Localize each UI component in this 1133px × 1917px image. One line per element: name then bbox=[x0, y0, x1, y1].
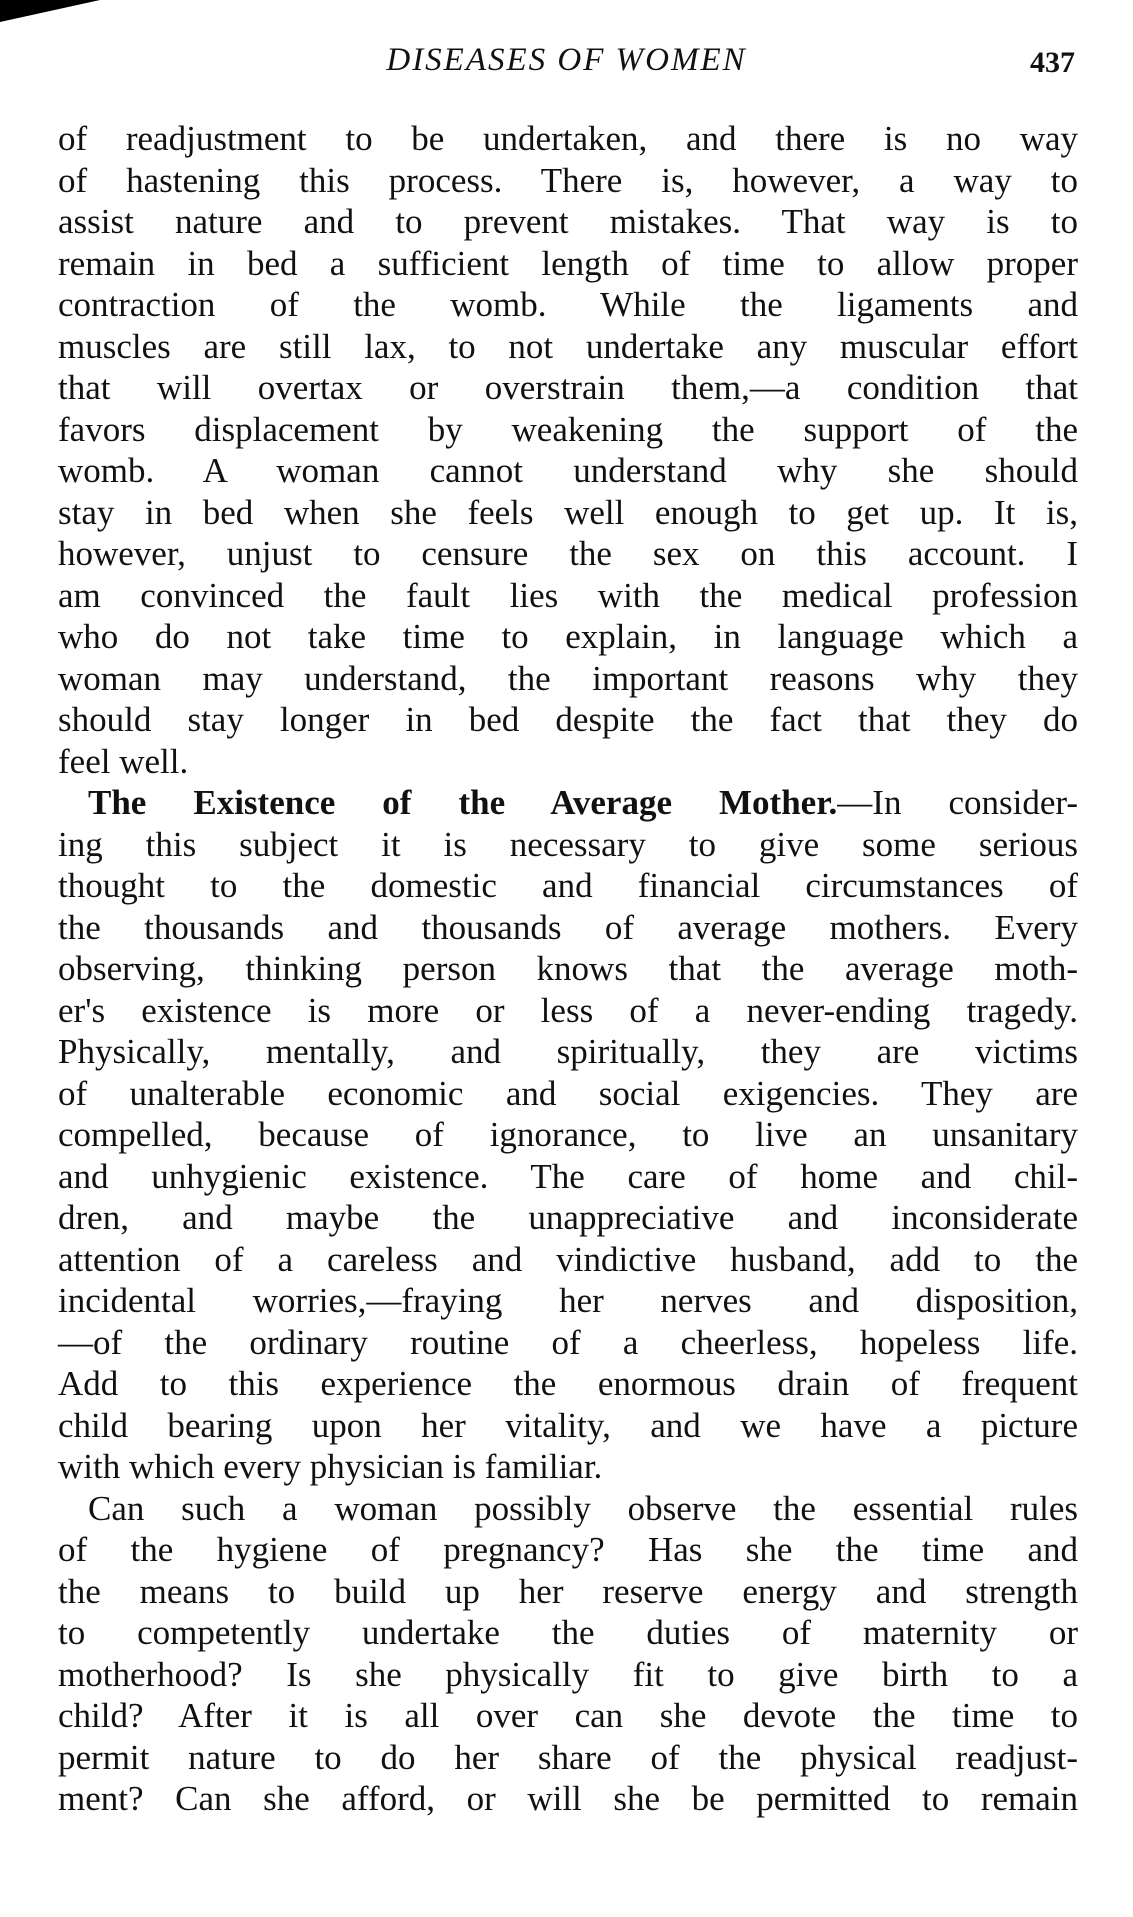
text-line: however, unjust to censure the sex on this account. I bbox=[58, 534, 1078, 573]
text-line: woman may understand, the important reasons why they bbox=[58, 658, 1078, 698]
text-line: er's existence is more or less of a never-ending tragedy. bbox=[58, 990, 1078, 1030]
text-line: attention of a careless and vindictive husband, add to the bbox=[58, 1239, 1078, 1279]
text-line: Physically, mentally, and spiritually, they are victims bbox=[58, 1032, 1078, 1071]
paragraph bbox=[58, 782, 1078, 1488]
text-line: motherhood? Is she physically fit to give birth to a bbox=[58, 1654, 1078, 1694]
scan-corner-artifact bbox=[0, 0, 100, 22]
text-line: permit nature to do her share of the physical readjust- bbox=[58, 1737, 1078, 1777]
text-line: am convinced the fault lies with the medical profession bbox=[58, 575, 1078, 615]
text-line: assist nature and to prevent mistakes. That way is to bbox=[58, 202, 1078, 241]
text-line: of unalterable economic and social exigencies. They are bbox=[58, 1073, 1078, 1113]
text-line: remain in bed a sufficient length of time to allow proper bbox=[58, 243, 1078, 283]
text-line bbox=[58, 782, 1078, 824]
section-heading: The Existence of the Average Mother. bbox=[88, 783, 838, 822]
page-number: 437 bbox=[1030, 46, 1075, 79]
text-line: ing this subject it is necessary to give some serious bbox=[58, 824, 1078, 864]
text-line: feel well. bbox=[58, 741, 189, 781]
text-line: incidental worries,—fraying her nerves and disposition, bbox=[58, 1281, 1078, 1320]
text-line: —of the ordinary routine of a cheerless, hopeless life. bbox=[58, 1322, 1078, 1362]
text-line: contraction of the womb. While the ligaments and bbox=[58, 285, 1078, 324]
text-line: with which every physician is familiar. bbox=[58, 1447, 603, 1486]
heading-continuation: —In consider- bbox=[837, 783, 1078, 822]
page-body bbox=[58, 118, 1078, 1820]
text-line: to competently undertake the duties of maternity or bbox=[58, 1613, 1078, 1652]
text-line: Add to this experience the enormous drain of frequent bbox=[58, 1364, 1078, 1403]
text-line: dren, and maybe the unappreciative and inconsiderate bbox=[58, 1198, 1078, 1237]
paragraph bbox=[58, 118, 1078, 782]
text-line: and unhygienic existence. The care of home and chil- bbox=[58, 1156, 1078, 1196]
text-line: the thousands and thousands of average mothers. Every bbox=[58, 907, 1078, 947]
text-line: should stay longer in bed despite the fact that they do bbox=[58, 700, 1078, 739]
text-line: child bearing upon her vitality, and we have a picture bbox=[58, 1405, 1078, 1445]
text-line: that will overtax or overstrain them,—a condition that bbox=[58, 368, 1078, 407]
text-line: who do not take time to explain, in language which a bbox=[58, 617, 1078, 656]
text-line: child? After it is all over can she devote the time to bbox=[58, 1696, 1078, 1735]
text-line: muscles are still lax, to not undertake any muscular effort bbox=[58, 326, 1078, 366]
text-line: of the hygiene of pregnancy? Has she the time and bbox=[58, 1530, 1078, 1569]
text-line: favors displacement by weakening the support of the bbox=[58, 409, 1078, 449]
text-line: ment? Can she afford, or will she be permitted to remain bbox=[58, 1779, 1078, 1818]
text-line: compelled, because of ignorance, to live an unsanitary bbox=[58, 1115, 1078, 1154]
running-title: DISEASES OF WOMEN bbox=[386, 42, 747, 78]
text-line: thought to the domestic and financial circumstances of bbox=[58, 866, 1078, 905]
text-line: the means to build up her reserve energy and strength bbox=[58, 1571, 1078, 1611]
text-line: of hastening this process. There is, however, a way to bbox=[58, 160, 1078, 200]
text-line: Can such a woman possibly observe the essential rules bbox=[88, 1488, 1078, 1528]
text-line: of readjustment to be undertaken, and there is no way bbox=[58, 119, 1078, 158]
text-line: stay in bed when she feels well enough to get up. It is, bbox=[58, 492, 1078, 532]
paragraph bbox=[58, 1488, 1078, 1820]
text-line: womb. A woman cannot understand why she should bbox=[58, 451, 1078, 490]
text-line: observing, thinking person knows that the average moth- bbox=[58, 949, 1078, 988]
